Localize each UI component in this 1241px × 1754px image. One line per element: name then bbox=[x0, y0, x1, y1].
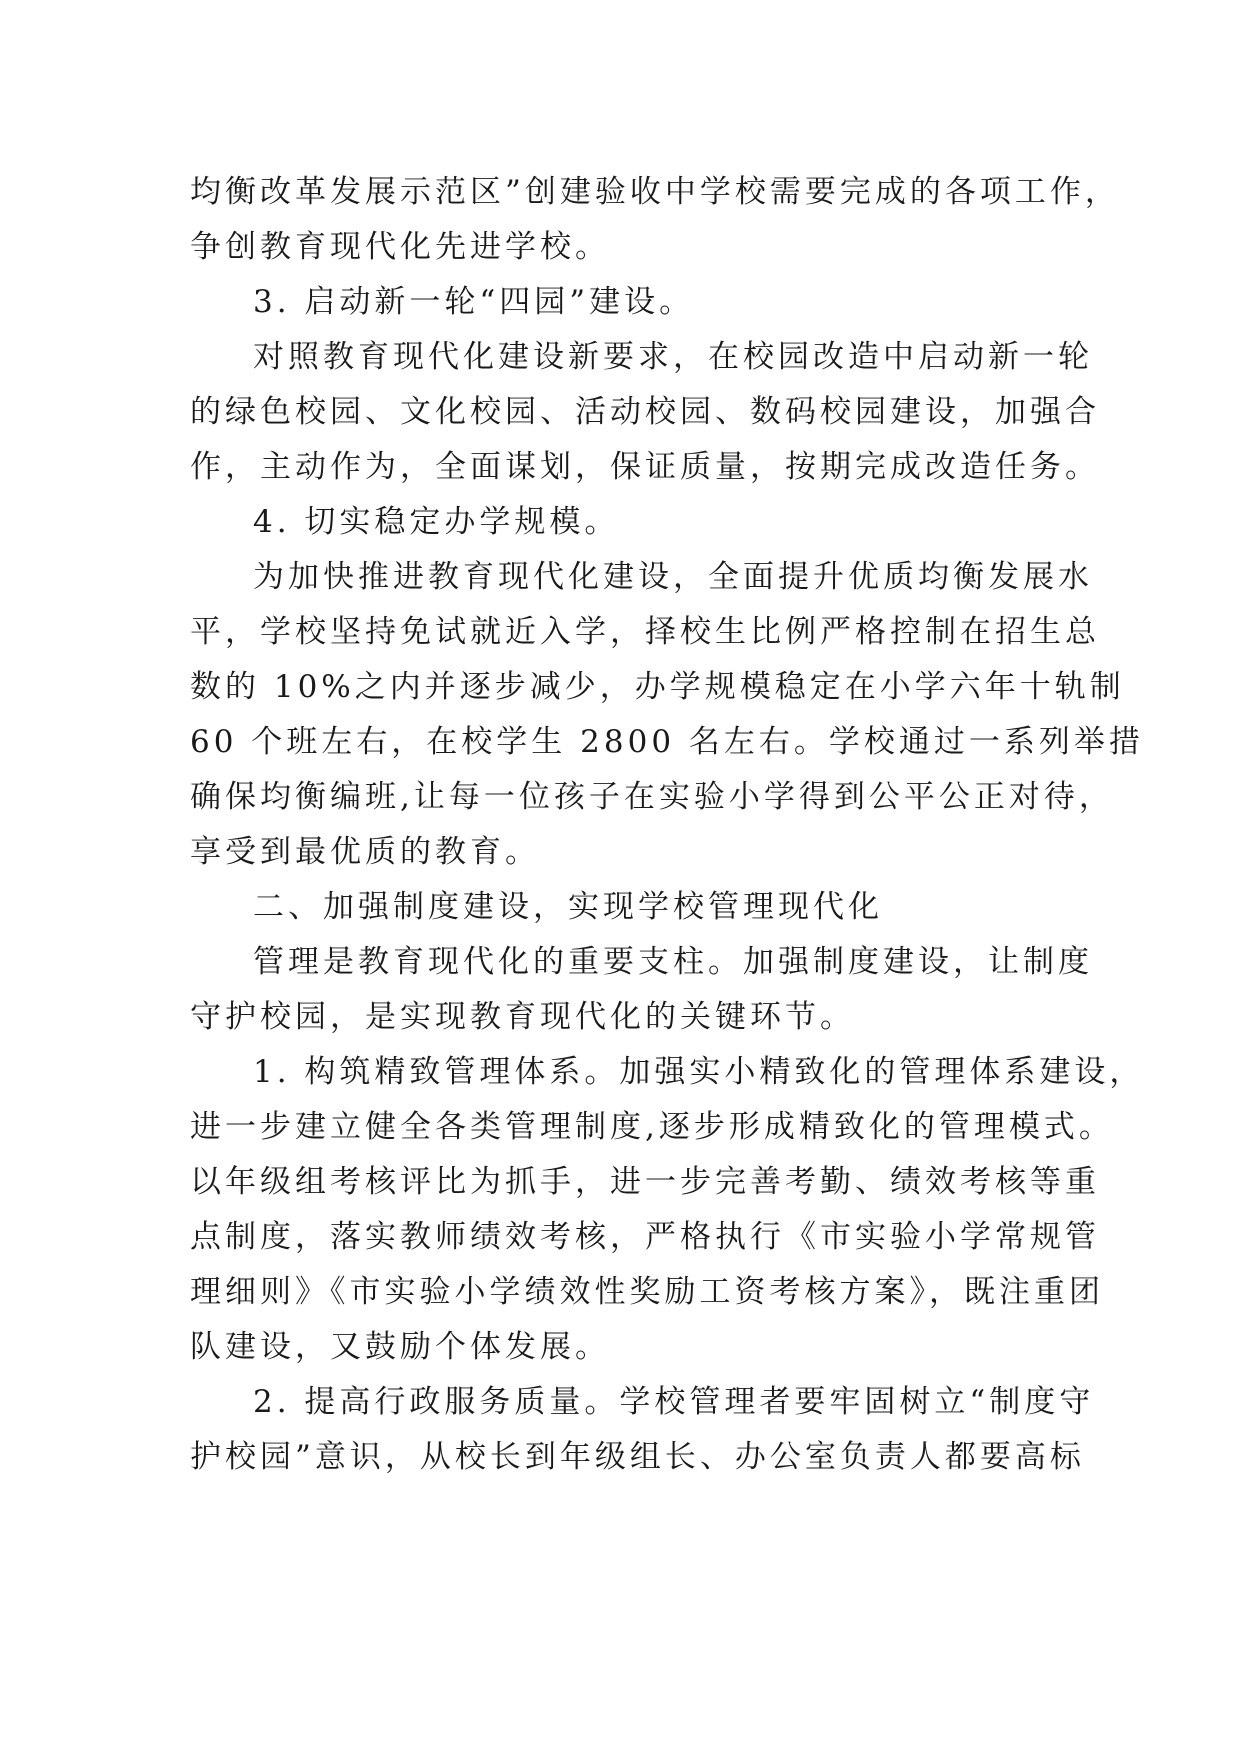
text-line: 点制度，落实教师绩效考核，严格执行《市实验小学常规管 bbox=[190, 1219, 1100, 1255]
text-line: 均衡改革发展示范区”创建验收中学校需要完成的各项工作， bbox=[190, 174, 1120, 210]
text-line: 平，学校坚持免试就近入学，择校生比例严格控制在招生总 bbox=[190, 614, 1100, 650]
text-line: 数的 10%之内并逐步减少，办学规模稳定在小学六年十轨制 bbox=[190, 669, 1125, 705]
text-line: 享受到最优质的教育。 bbox=[190, 834, 540, 870]
text-line: 2. 提高行政服务质量。学校管理者要牢固树立“制度守 bbox=[253, 1384, 1095, 1420]
text-line: 管理是教育现代化的重要支柱。加强制度建设，让制度 bbox=[253, 944, 1093, 980]
text-line: 队建设，又鼓励个体发展。 bbox=[190, 1329, 610, 1365]
text-line: 理细则》《市实验小学绩效性奖励工资考核方案》，既注重团 bbox=[190, 1274, 1104, 1310]
text-line: 争创教育现代化先进学校。 bbox=[190, 229, 610, 265]
text-line: 作，主动作为，全面谋划，保证质量，按期完成改造任务。 bbox=[190, 449, 1100, 485]
text-line: 1. 构筑精致管理体系。加强实小精致化的管理体系建设， bbox=[253, 1054, 1145, 1090]
text-line: 确保均衡编班,让每一位孩子在实验小学得到公平公正对待， bbox=[190, 779, 1114, 815]
section-heading: 4. 切实稳定办学规模。 bbox=[253, 504, 620, 540]
text-line: 护校园”意识，从校长到年级组长、办公室负责人都要高标 bbox=[190, 1439, 1085, 1475]
text-line: 60 个班左右，在校学生 2800 名左右。学校通过一系列举措 bbox=[190, 724, 1144, 760]
text-line: 的绿色校园、文化校园、活动校园、数码校园建设，加强合 bbox=[190, 394, 1100, 430]
text-line: 守护校园，是实现教育现代化的关键环节。 bbox=[190, 999, 855, 1035]
section-heading: 3. 启动新一轮“四园”建设。 bbox=[253, 284, 695, 320]
text-line: 为加快推进教育现代化建设，全面提升优质均衡发展水 bbox=[253, 559, 1093, 595]
section-heading: 二、加强制度建设，实现学校管理现代化 bbox=[253, 889, 883, 925]
text-line: 进一步建立健全各类管理制度,逐步形成精致化的管理模式。 bbox=[190, 1109, 1114, 1145]
text-line: 以年级组考核评比为抓手，进一步完善考勤、绩效考核等重 bbox=[190, 1164, 1100, 1200]
text-line: 对照教育现代化建设新要求，在校园改造中启动新一轮 bbox=[253, 339, 1093, 375]
